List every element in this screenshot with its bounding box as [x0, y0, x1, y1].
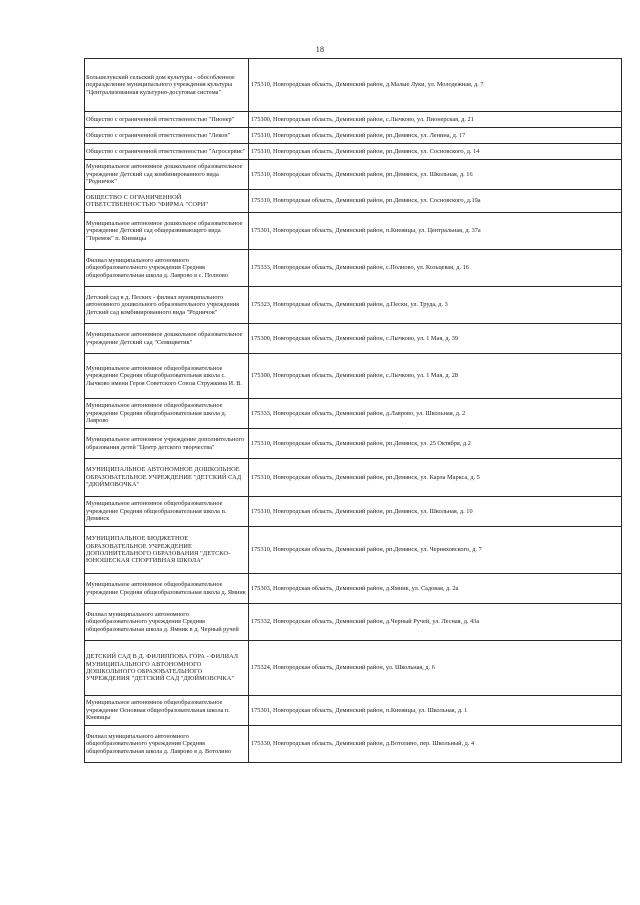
table-row: [85, 696, 622, 726]
organization-name: Общество с ограниченной ответственностью "Лекон": [85, 128, 249, 144]
organization-name: Муниципальное автономное общеобразовательное учреждение Средняя общеобразовательная школа д. Ямник: [85, 574, 249, 604]
organization-address: 175310, Новгородская область, Демянский район, рп.Демянск, ул. Ленина, д. 17: [249, 128, 622, 144]
table-row: [85, 160, 622, 190]
organization-address: 175300, Новгородская область, Демянский район, с.Лычково, ул. Пионерская, д. 21: [249, 112, 622, 128]
organization-name: Муниципальное автономное общеобразовательное учреждение Средняя общеобразовательная школа с. Лычково имени Героя Советского Союза Стружкина И. В.: [85, 354, 249, 399]
table-row: [85, 112, 622, 128]
organization-address: 175310, Новгородская область, Демянский район, рп.Демянск, ул. Черняховского, д. 7: [249, 527, 622, 574]
organization-name: Муниципальное автономное дошкольное образовательное учреждение Детский сад общеразвивающего вида "Теремок" п. Кневицы: [85, 213, 249, 250]
organization-address: 175310, Новгородская область, Демянский район, рп.Демянск, ул. Школьная, д. 16: [249, 160, 622, 190]
organization-name: Детский сад в д. Песких - филиал муниципального автономного дошкольного образовательного учреждения Детский сад комбинированного вида "Родничок": [85, 287, 249, 324]
table-row: [85, 527, 622, 574]
table-row: [85, 250, 622, 287]
table-row: [85, 354, 622, 399]
organization-name: Филиал муниципального автономного общеобразовательного учреждения Средняя общеобразовательная школа д. Лаврово в с. Полново: [85, 250, 249, 287]
organization-address: 175332, Новгородская область, Демянский район, д.Черный Ручей, ул. Лесная, д. 43а: [249, 604, 622, 641]
organization-name: Общество с ограниченной ответственностью "Агросервис": [85, 144, 249, 160]
organization-name: Общество с ограниченной ответственностью "Пионер": [85, 112, 249, 128]
table-row: [85, 324, 622, 354]
organization-name: Муниципальное автономное общеобразовательное учреждение Средняя общеобразовательная школа п. Демянск: [85, 497, 249, 527]
organization-name: Большелукский сельский дом культуры - обособленное подразделение муниципального учреждения культуры "Централизованная культурно-досуговая система": [85, 59, 249, 112]
table-row: [85, 213, 622, 250]
organization-address: 175333, Новгородская область, Демянский район, д.Лаврово, ул. Школьная, д. 2: [249, 399, 622, 429]
table-row: [85, 59, 622, 112]
organization-name: Филиал муниципального автономного общеобразовательного учреждения Средняя общеобразовательная школа д. Ямник в д. Черный ручей: [85, 604, 249, 641]
table-row: [85, 287, 622, 324]
table-row: [85, 604, 622, 641]
organization-name: Муниципальное автономное учреждение дополнительного образования детей "Центр детского творчества": [85, 429, 249, 459]
organization-name: Муниципальное автономное дошкольное образовательное учреждение Детский сад комбинированного вида "Родничок": [85, 160, 249, 190]
table-row: [85, 190, 622, 213]
table-row: [85, 429, 622, 459]
table-row: [85, 459, 622, 497]
organization-address: 175300, Новгородская область, Демянский район, с.Лычково, ул. 1 Мая, д. 28: [249, 354, 622, 399]
organization-address: 175324, Новгородская область, Демянский район, ул. Школьная, д. 6: [249, 641, 622, 696]
organization-address: 175330, Новгородская область, Демянский район, д.Вотолино, пер. Школьный, д. 4: [249, 726, 622, 763]
organization-name: Муниципальное автономное общеобразовательное учреждение Основная общеобразовательная школа п. Кневицы: [85, 696, 249, 726]
table-row: [85, 574, 622, 604]
organization-address: 175300, Новгородская область, Демянский район, с.Лычково, ул. 1 Мая, д. 39: [249, 324, 622, 354]
organization-name: ДЕТСКИЙ САД В Д. ФИЛИППОВА ГОРА - ФИЛИАЛ МУНИЦИПАЛЬНОГО АВТОНОМНОГО ДОШКОЛЬНОГО ОБРАЗОВАТЕЛЬНОГО УЧРЕЖДЕНИЯ "ДЕТСКИЙ САД "ДЮЙМОВОЧКА": [85, 641, 249, 696]
organization-address: 175323, Новгородская область, Демянский район, д.Пески, ул. Труда, д. 3: [249, 287, 622, 324]
table-row: [85, 497, 622, 527]
organization-address: 175303, Новгородская область, Демянский район, д.Ямник, ул. Садовая, д. 2а: [249, 574, 622, 604]
organization-address: 175301, Новгородская область, Демянский район, п.Кневицы, ул. Центральная, д. 37а: [249, 213, 622, 250]
page-number: 18: [315, 45, 325, 54]
organization-name: Муниципальное автономное общеобразовательное учреждение Средняя общеобразовательная школа д. Лаврово: [85, 399, 249, 429]
organization-address: 175310, Новгородская область, Демянский район, рп.Демянск, ул. Сосновского, д.19а: [249, 190, 622, 213]
organization-name: ОБЩЕСТВО С ОГРАНИЧЕННОЙ ОТВЕТСТВЕННОСТЬЮ "ФИРМА "СОРИ": [85, 190, 249, 213]
organization-address: 175310, Новгородская область, Демянский район, д.Малые Луки, ул. Молодежная, д. 7: [249, 59, 622, 112]
organization-address: 175310, Новгородская область, Демянский район, рп.Демянск, ул. 25 Октября, д.2: [249, 429, 622, 459]
organization-name: Муниципальное автономное дошкольное образовательное учреждение Детский сад "Семицветик": [85, 324, 249, 354]
table-row: [85, 144, 622, 160]
table-row: [85, 641, 622, 696]
organization-name: МУНИЦИПАЛЬНОЕ БЮДЖЕТНОЕ ОБРАЗОВАТЕЛЬНОЕ УЧРЕЖДЕНИЕ ДОПОЛНИТЕЛЬНОГО ОБРАЗОВАНИЯ "ДЕТСКО-ЮНОШЕСКАЯ СПОРТИВНАЯ ШКОЛА": [85, 527, 249, 574]
organization-address: 175301, Новгородская область, Демянский район, п.Кневицы, ул. Школьная, д. 1: [249, 696, 622, 726]
organization-address: 175333, Новгородская область, Демянский район, с.Полново, ул. Козьцевая, д. 16: [249, 250, 622, 287]
table-row: [85, 128, 622, 144]
organization-address: 175310, Новгородская область, Демянский район, рп.Демянск, ул. Школьная, д. 10: [249, 497, 622, 527]
table-row: [85, 726, 622, 763]
organization-address: 175310, Новгородская область, Демянский район, рп.Демянск, ул. Сосновского, д. 14: [249, 144, 622, 160]
organization-address: 175310, Новгородская область, Демянский район, рп.Демянск, ул. Карла Маркса, д. 5: [249, 459, 622, 497]
organization-name: Филиал муниципального автономного общеобразовательного учреждения Средняя общеобразовательная школа д. Лаврово в д. Вотолино: [85, 726, 249, 763]
organizations-table: [84, 58, 622, 763]
table-row: [85, 399, 622, 429]
organization-name: МУНИЦИПАЛЬНОЕ АВТОНОМНОЕ ДОШКОЛЬНОЕ ОБРАЗОВАТЕЛЬНОЕ УЧРЕЖДЕНИЕ "ДЕТСКИЙ САД "ДЮЙМОВОЧКА": [85, 459, 249, 497]
